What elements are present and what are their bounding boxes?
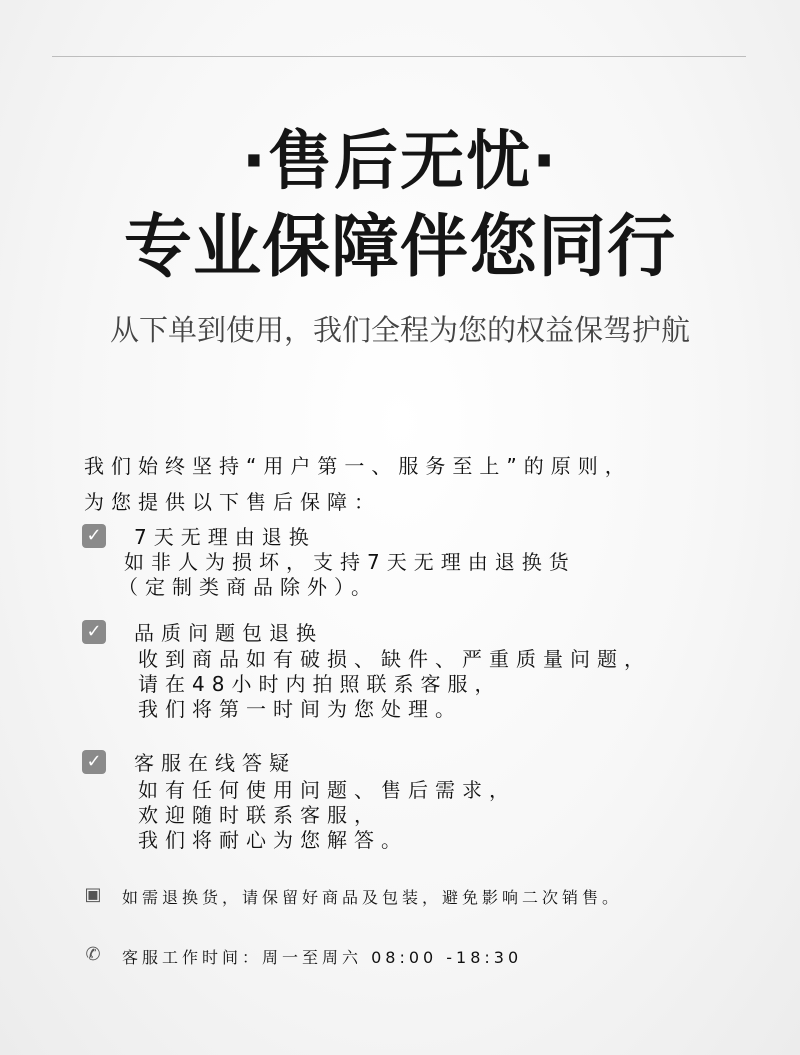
intro-line-1: 我们始终坚持“用户第一、服务至上”的原则， — [84, 454, 632, 478]
item-title-online-support: 客服在线答疑 — [134, 751, 296, 775]
item-line: 如有任何使用问题、售后需求， — [138, 778, 516, 802]
item-line: 收到商品如有破损、缺件、严重质量问题， — [138, 647, 651, 671]
item-title-quality-return: 品质问题包退换 — [134, 621, 323, 645]
item-line: 欢迎随时联系客服， — [138, 803, 381, 827]
item-line: （定制类商品除外）。 — [118, 575, 378, 599]
return-note: 如需退换货，请保留好商品及包装，避免影响二次销售。 — [122, 888, 623, 907]
item-line: 请在48小时内拍照联系客服， — [138, 672, 502, 696]
page-title: ·售后无忧· — [241, 125, 559, 199]
top-divider — [52, 56, 746, 57]
intro-line-2: 为您提供以下售后保障： — [84, 490, 381, 514]
page-subtitle: 从下单到使用，我们全程为您的权益保驾护航 — [109, 313, 690, 347]
package-icon: ▣ — [84, 884, 102, 905]
item-line: 我们将第一时间为您处理。 — [138, 697, 462, 721]
service-hours: 客服工作时间：周一至周六 08:00 -18:30 — [122, 948, 523, 967]
checkbox-icon: ✓ — [82, 620, 106, 644]
page-headline: 专业保障伴您同行 — [123, 208, 676, 287]
checkbox-icon: ✓ — [82, 750, 106, 774]
item-line: 我们将耐心为您解答。 — [138, 828, 408, 852]
item-title-7day-return: 7天无理由退换 — [134, 525, 316, 549]
phone-icon: ✆ — [85, 944, 101, 965]
item-line: 如非人为损坏，支持7天无理由退换货 — [124, 550, 576, 574]
checkbox-icon: ✓ — [82, 524, 106, 548]
